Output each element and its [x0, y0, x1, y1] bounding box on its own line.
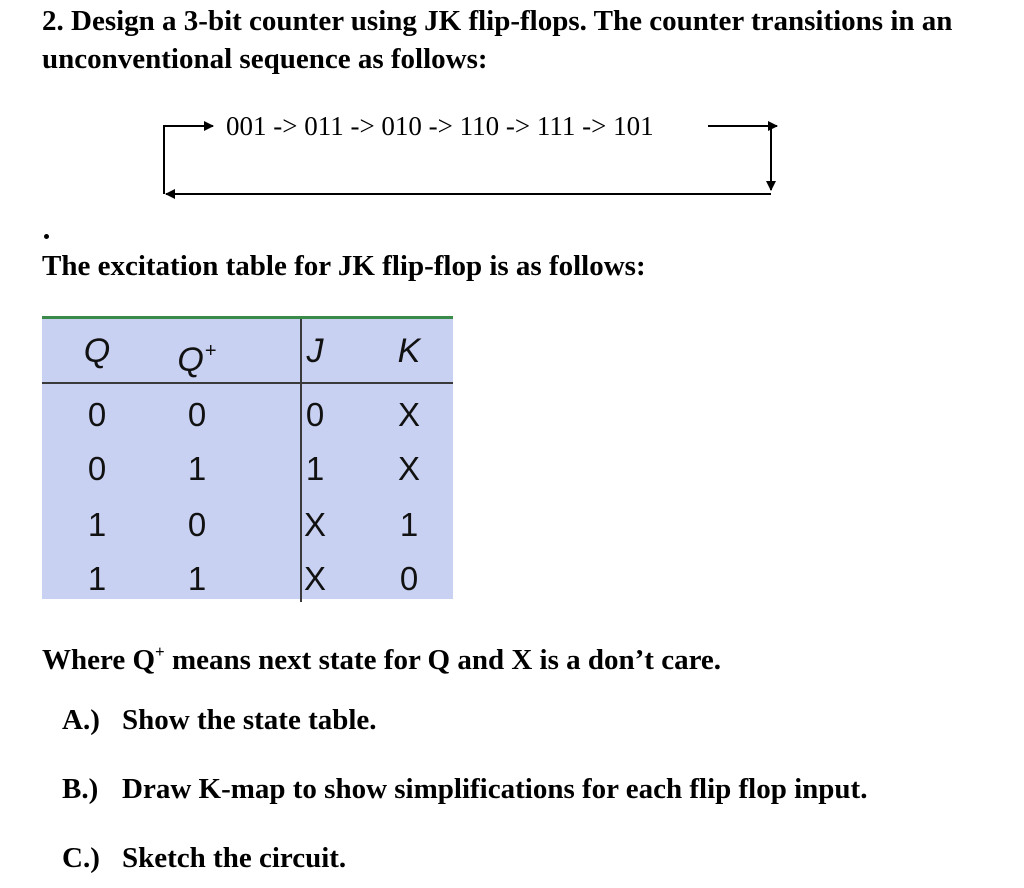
table-cell: 0: [187, 506, 207, 543]
header-q: Q: [83, 332, 111, 370]
table-cell: 1: [305, 450, 325, 487]
task-b: [62, 771, 867, 807]
table-cell: 0: [399, 560, 419, 597]
excitation-intro: The excitation table for JK flip-flop is as follows:: [42, 250, 646, 282]
table-cell: 0: [87, 396, 107, 433]
table-cell: X: [397, 396, 420, 433]
header-qnext: Q+: [177, 340, 217, 379]
arrow-into-sequence: [164, 126, 213, 194]
task-letter: B.): [62, 773, 99, 805]
table-cell: 0: [187, 396, 207, 433]
table-cell: X: [303, 506, 326, 543]
question-number: 2.: [42, 5, 64, 37]
table-cell: 1: [87, 506, 107, 543]
dont-care-note: Where Q+ means next state for Q and X is a don’t care.: [42, 642, 722, 676]
table-cell: X: [303, 560, 326, 597]
question-text: Design a 3-bit counter using JK flip-flops. The counter transitions in an unconventional sequence as follows:: [42, 5, 953, 75]
table-cell: 1: [187, 560, 207, 597]
task-text: Sketch the circuit.: [122, 842, 347, 874]
task-a: [62, 702, 377, 738]
table-cell: 0: [305, 396, 325, 433]
bullet-dot: [44, 234, 49, 239]
jk-excitation-table: [42, 316, 453, 599]
task-c: [62, 840, 346, 876]
header-k: K: [397, 332, 421, 370]
table-header-divider: [42, 382, 453, 384]
table-cell: 1: [399, 506, 419, 543]
table-cell: X: [397, 450, 420, 487]
task-letter: C.): [62, 842, 100, 874]
sequence-diagram: [0, 0, 1024, 240]
table-cell: 0: [87, 450, 107, 487]
task-letter: A.): [62, 704, 100, 736]
table-cell: 1: [87, 560, 107, 597]
table-cell: 1: [187, 450, 207, 487]
task-text: Show the state table.: [122, 704, 377, 736]
header-j: J: [306, 332, 324, 370]
sequence-text: 001 -> 011 -> 010 -> 110 -> 111 -> 101: [226, 111, 654, 141]
task-text: Draw K-map to show simplifications for each flip flop input.: [122, 773, 868, 805]
